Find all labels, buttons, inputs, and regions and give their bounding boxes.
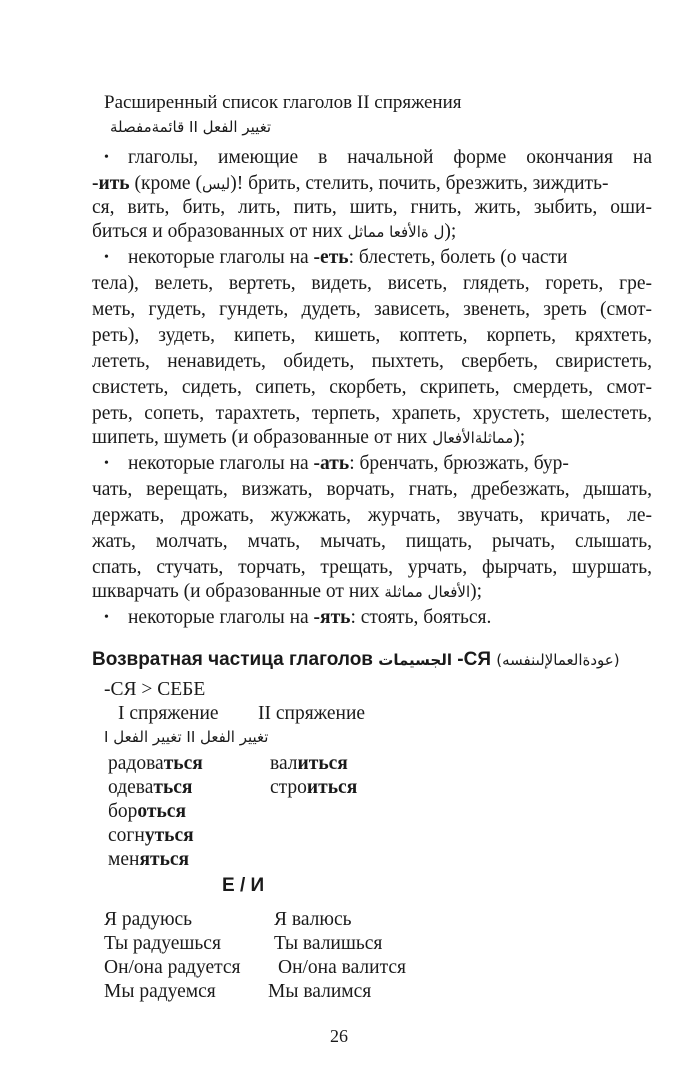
reflexive-rule: -СЯ > СЕБЕ (104, 679, 206, 700)
text-line-9: лететь, ненавидеть, обидеть, пыхтеть, свербеть, свиристеть, (92, 351, 652, 372)
conjugation-2-label: II спряжение (258, 703, 366, 724)
text-line-3: ся, вить, бить, лить, пить, шить, гнить, жить, зыбить, оши- (92, 197, 652, 218)
conjugation-1-label: I спряжение (118, 703, 219, 724)
pair-a: Ты радуешься (104, 933, 221, 954)
pair-a: Мы радуемся (104, 981, 216, 1002)
text-line-13: некоторые глаголы на -ать: бренчать, брюзжать, бур- (128, 453, 569, 474)
text-line-4: биться и образованных от них ل ةالأفعا مماثل); (92, 221, 457, 242)
pair-b: Он/она валится (278, 957, 406, 978)
verb-col1-item: одеваться (108, 777, 193, 798)
text-line-14: чать, верещать, визжать, ворчать, гнать, дребезжать, дышать, (92, 479, 652, 500)
text-line-5: некоторые глаголы на -еть: блестеть, болеть (о части (128, 247, 568, 268)
text-line-2: -ить (кроме (ليس)! брить, стелить, почить, брезжить, зиждить- (92, 173, 609, 194)
bullet-2: • (104, 250, 109, 265)
verb-col1-item: радоваться (108, 753, 203, 774)
page-number: 26 (330, 1026, 348, 1046)
text-line-12: шипеть, шуметь (и образованные от них مماثلةالأفعال); (92, 427, 526, 448)
bullet-4: • (104, 610, 109, 625)
text-line-11: реть, сопеть, тарахтеть, терпеть, храпеть, хрустеть, шелестеть, (92, 403, 652, 424)
text-line-17: спать, стучать, торчать, трещать, урчать, фырчать, шуршать, (92, 557, 652, 578)
pair-b: Я валюсь (274, 909, 352, 930)
verb-col1-item: меняться (108, 849, 190, 870)
section-title-arabic: تغيير الفعل II قائمةمفصلة (110, 118, 272, 136)
text-line-18: шкварчать (и образованные от них الأفعال مماثلة); (92, 581, 483, 602)
verb-col1-item: согнуться (108, 825, 194, 846)
pair-a: Он/она радуется (104, 957, 241, 978)
pair-b: Ты валишься (274, 933, 383, 954)
text-line-15: держать, дрожать, жужжать, журчать, звучать, кричать, ле- (92, 505, 652, 526)
verb-col1-item: бороться (108, 801, 187, 822)
bullet-3: • (104, 456, 109, 471)
text-line-8: реть), зудеть, кипеть, кишеть, коптеть, корпеть, кряхтеть, (92, 325, 652, 346)
pair-b: Мы валимся (268, 981, 372, 1002)
text-line-6: тела), велеть, вертеть, видеть, висеть, глядеть, гореть, гре- (92, 273, 652, 294)
text-line-19: некоторые глаголы на -ять: стоять, бояться. (128, 607, 492, 628)
text-line-10: свистеть, сидеть, сипеть, скорбеть, скрипеть, смердеть, смот- (92, 377, 652, 398)
text-line-16: жать, молчать, мчать, мычать, пищать, рычать, слышать, (92, 531, 652, 552)
bullet-1: • (104, 150, 109, 165)
verb-col2-item: строиться (270, 777, 358, 798)
reflexive-heading: Возвратная частица глаголов الجسيمات -СЯ (عودةالعمالإلىنفسه) (92, 649, 620, 670)
pair-a: Я радуюсь (104, 909, 193, 930)
conjugation-arabic-label: تغيير الفعل II تغيير الفعل I (104, 728, 269, 746)
text-line-7: меть, гудеть, гундеть, дудеть, зависеть, звенеть, зреть (смот- (92, 299, 652, 320)
section-title: Расширенный список глаголов II спряжения (104, 92, 462, 113)
verb-col2-item: валиться (270, 753, 348, 774)
text-line-1: глаголы, имеющие в начальной форме окончания на (128, 147, 652, 168)
ending-label: Е / И (222, 875, 265, 896)
